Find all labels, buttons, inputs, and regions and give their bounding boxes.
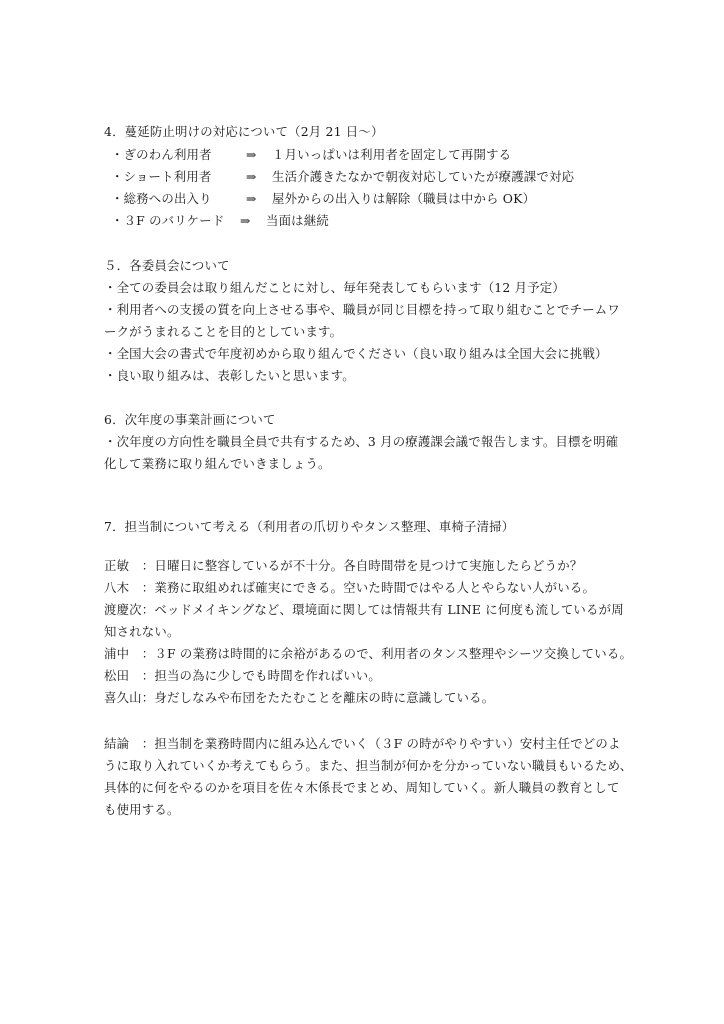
section4-row-label: ・ぎのわん利用者 bbox=[111, 147, 212, 162]
section4-heading: 4．蔓延防止明けの対応について（2月 21 日〜） bbox=[104, 124, 384, 139]
section4-row-label: ・総務への出入り bbox=[111, 191, 212, 206]
section4-row-value: 生活介護きたなかで朝夜対応していたが療護課で対応 bbox=[272, 169, 575, 184]
section7-line: 八木 ：業務に取組めれば確実にできる。空いた時間ではやる人とやらない人がいる。 bbox=[104, 580, 596, 595]
section5-line: ークがうまれることを目的としています。 bbox=[104, 324, 343, 339]
section7-line: 松田 ：担当の為に少しでも時間を作ればいい。 bbox=[104, 668, 381, 683]
section5-line: ・全ての委員会は取り組んだことに対し、毎年発表してもらいます（12 月予定） bbox=[104, 280, 565, 295]
conclusion-line: 具体的に何をやるのかを項目を佐々木係長でまとめ、周知していく。新人職員の教育として bbox=[104, 780, 620, 795]
section5-line: ・全国大会の書式で年度初めから取り組んでください（良い取り組みは全国大会に挑戦） bbox=[104, 346, 608, 361]
section7-heading: 7．担当制について考える（利用者の爪切りやタンス整理、車椅子清掃） bbox=[104, 519, 515, 534]
section7-line: 喜久山：身だしなみや布団をたたむことを離床の時に意識している。 bbox=[104, 690, 495, 705]
section4-row-value: 屋外からの出入りは解除（職員は中から OK） bbox=[272, 191, 536, 206]
section5-heading: ５．各委員会について bbox=[104, 258, 230, 273]
right-arrow-icon: ⇒ bbox=[246, 147, 257, 162]
section5-line: ・利用者への支援の質を向上させる事や、職員が同じ目標を持って取り組むことでチームワ bbox=[104, 302, 620, 317]
conclusion-line: うに取り入れていくか考えてもらう。また、担当制が何かを分かっていない職員もいるため、 bbox=[104, 758, 633, 773]
conclusion-line: 結論 ：担当制を業務時間内に組み込んでいく（３F の時がやりやすい）安村主任でどのよ bbox=[104, 736, 621, 751]
section7-line: 知されない。 bbox=[104, 624, 180, 639]
section4-row-value: 当面は継続 bbox=[266, 213, 329, 228]
section4-row-label: ・３F のバリケード bbox=[111, 213, 225, 228]
right-arrow-icon: ⇒ bbox=[246, 191, 257, 206]
section5-line: ・良い取り組みは、表彰したいと思います。 bbox=[104, 368, 355, 383]
section7-line: 浦中 ：３F の業務は時間的に余裕があるので、利用者のタンス整理やシーツ交換している。 bbox=[104, 646, 633, 661]
section6-heading: 6．次年度の事業計画について bbox=[104, 412, 276, 427]
section7-line: 渡慶次：ベッドメイキングなど、環境面に関しては情報共有 LINE に何度も流しているが周 bbox=[104, 602, 624, 617]
section6-line: ・次年度の方向性を職員全員で共有するため、3 月の療護課会議で報告します。目標を明確 bbox=[104, 434, 619, 449]
section6-line: 化して業務に取り組んでいきましょう。 bbox=[104, 456, 331, 471]
right-arrow-icon: ⇒ bbox=[240, 213, 251, 228]
conclusion-line: も使用する。 bbox=[104, 802, 180, 817]
right-arrow-icon: ⇒ bbox=[246, 169, 257, 184]
section4-row-value: １月いっぱいは利用者を固定して再開する bbox=[272, 147, 512, 162]
section7-line: 正敏 ：日曜日に整容しているが不十分。各自時間帯を見つけて実施したらどうか？ bbox=[104, 558, 583, 573]
section4-row-label: ・ショート利用者 bbox=[111, 169, 212, 184]
